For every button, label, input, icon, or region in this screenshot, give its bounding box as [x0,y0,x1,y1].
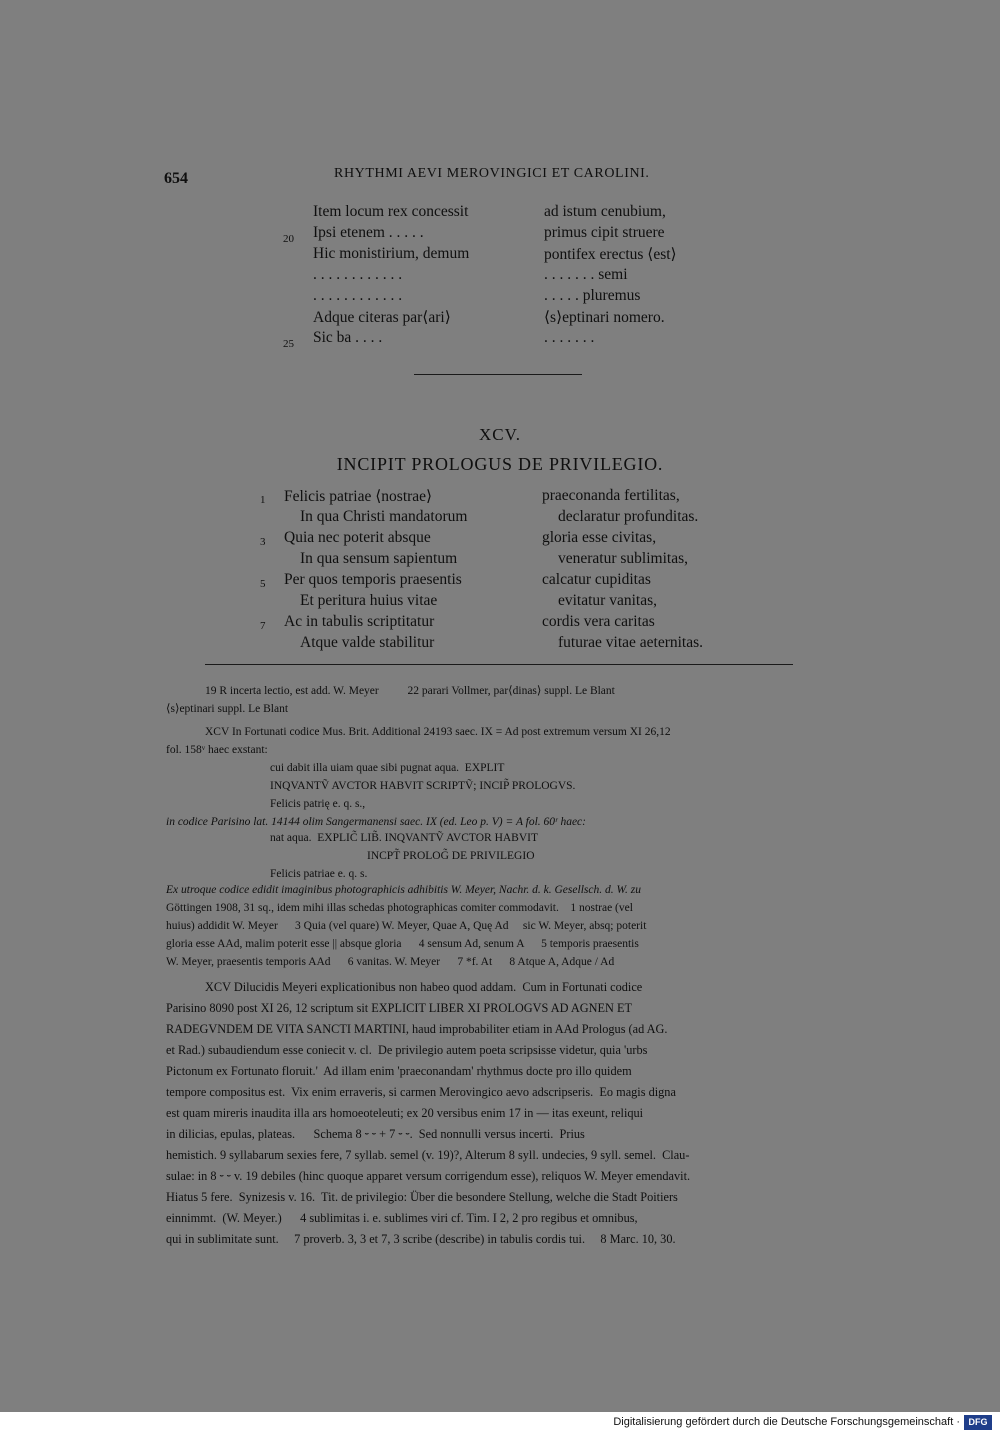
verse-left: Hic monistirium, demum [313,245,470,262]
apparatus-line: XCV In Fortunati codice Mus. Brit. Additional 24193 saec. IX = Ad post extremum versum XI 26,12 [205,726,671,738]
apparatus-line: Ex utroque codice edidit imaginibus photographicis adhibitis W. Meyer, Nachr. d. k. Gesellsch. d. W. zu [166,884,641,896]
verse-right: praeconanda fertilitas, [542,487,680,504]
verse-left: Item locum rex concessit [313,203,469,220]
apparatus-line: INQVANTṼ AVCTOR HABVIT SCRIPTṼ; INCIP̃ PROLOGVS. [270,780,576,792]
apparatus-line: Göttingen 1908, 31 sq., idem mihi illas schedas photographicas comiter commodavit. 1 nostrae (vel [166,902,633,914]
verse-right: evitatur vanitas, [558,592,657,609]
apparatus-line: 19 R incerta lectio, est add. W. Meyer 22 parari Vollmer, par⟨dinas⟩ suppl. Le Blant [205,685,615,697]
verse-left: Felicis patriae ⟨nostrae⟩ [284,488,433,505]
footer-bar [0,1412,1000,1434]
commentary-line: Parisino 8090 post XI 26, 12 scriptum sit EXPLICIT LIBER XI PROLOGVS AD AGNEN ET [166,1001,633,1015]
footnote-divider [205,664,793,665]
page-header [164,164,844,188]
commentary-line: sulae: in 8 ⏑ ⏑ v. 19 debiles (hinc quoque apparet versum corrigendum esse), reliquos W. Meyer emendavit. [166,1169,691,1183]
line-number: 1 [260,494,266,506]
apparatus-line: Felicis patrię e. q. s., [270,798,366,810]
verse-right: ⟨s⟩eptinari nomero. [544,309,665,326]
verse-left: Ipsi etenem . . . . . [313,224,424,241]
commentary-line: einnimmt. (W. Meyer.) 4 sublimitas i. e. sublimes viri cf. Tim. I 2, 2 pro regibus et omnibus, [166,1211,638,1225]
section-number: XCV. [479,425,521,444]
commentary-line: in dilicias, epulas, plateas. Schema 8 ⏑ ⏑ + 7 ⏑ ⏑. Sed nonnulli versus incerti. Prius [166,1127,585,1141]
section-divider [414,374,582,375]
commentary-line: Pictonum ex Fortunato floruit.' Ad illam enim 'praeconandam' rhythmus docte pro illo quidem [166,1064,632,1078]
funding-credit: Digitalisierung gefördert durch die Deutsche Forschungsgemeinschaft · [613,1416,960,1428]
apparatus-line: INCPT̃ PROLOG̃ DE PRIVILEGIO [367,850,535,862]
verse-right: pontifex erectus ⟨est⟩ [544,246,677,263]
apparatus-line: nat aqua. EXPLIC̃ LIB̃. INQVANTṼ AVCTOR HABVIT [270,832,539,844]
verse-right: . . . . . . . [544,329,595,346]
commentary-line: tempore compositus est. Vix enim erraveris, si carmen Merovingico aevo adscripseris. Eo magis digna [166,1085,676,1099]
verse-right: veneratur sublimitas, [558,550,688,567]
line-number: 7 [260,620,266,632]
line-number: 20 [283,233,294,245]
apparatus-line: Felicis patriae e. q. s. [270,868,368,880]
commentary-line: RADEGVNDEM DE VITA SANCTI MARTINI, haud improbabiliter etiam in AAd Prologus (ad AG. [166,1022,668,1036]
verse-right: . . . . . pluremus [544,287,641,304]
apparatus-line: cui dabit illa uiam quae sibi pugnat aqua. EXPLIT [270,762,505,774]
verse-right: declaratur profunditas. [558,508,699,525]
line-number: 3 [260,536,266,548]
apparatus-line: huius) addidit W. Meyer 3 Quia (vel quare) W. Meyer, Quae A, Quę Ad sic W. Meyer, absq; poterit [166,920,647,932]
verse-right: calcatur cupiditas [542,571,651,588]
verse-left: Quia nec poterit absque [284,529,431,546]
apparatus-line: fol. 158ᵛ haec exstant: [166,744,268,756]
commentary-line: Hiatus 5 fere. Synizesis v. 16. Tit. de privilegio: Über die besondere Stellung, welche die Stadt Poitiers [166,1190,678,1204]
apparatus-line: in codice Parisino lat. 14144 olim Sangermanensi saec. IX (ed. Leo p. V) = A fol. 60ʳ haec: [166,816,586,828]
line-number: 5 [260,578,266,590]
commentary-line: et Rad.) subaudiendum esse coniecit v. cl. De privilegio autem poeta scripsisse videtur, quia 'urbs [166,1043,648,1057]
verse-right: ad istum cenubium, [544,203,666,220]
verse-left: Sic ba . . . . [313,329,383,346]
verse-right: gloria esse civitas, [542,529,657,546]
verse-left: In qua sensum sapientum [300,550,458,567]
line-number: 25 [283,338,294,350]
verse-left: Atque valde stabilitur [300,634,435,651]
verse-left: Et peritura huius vitae [300,592,438,609]
apparatus-line: W. Meyer, praesentis temporis AAd 6 vanitas. W. Meyer 7 *f. At 8 Atque A, Adque / Ad [166,956,615,968]
commentary-line: est quam mireris inaudita illa ars homoeoteleuti; ex 20 versibus enim 17 in — itas exeunt, reliqui [166,1106,644,1120]
verse-right: cordis vera caritas [542,613,655,630]
verse-left: In qua Christi mandatorum [300,508,468,525]
apparatus-line: ⟨s⟩eptinari suppl. Le Blant [166,703,289,715]
apparatus-line: gloria esse AAd, malim poterit esse || absque gloria 4 sensum Ad, senum A 5 temporis praesentis [166,938,639,950]
page-number: 654 [164,170,188,187]
verse-left: . . . . . . . . . . . . [313,287,403,304]
verse-left: . . . . . . . . . . . . [313,266,403,283]
commentary-line: XCV Dilucidis Meyeri explicationibus non habeo quod addam. Cum in Fortunati codice [205,980,643,994]
verse-left: Per quos temporis praesentis [284,571,462,588]
verse-right: futurae vitae aeternitas. [558,634,704,651]
verse-left: Ac in tabulis scriptitatur [284,613,435,630]
commentary-line: qui in sublimitate sunt. 7 proverb. 3, 3 et 7, 3 scribe (describe) in tabulis cordis tui. 8 Marc. 10, 30. [166,1232,676,1246]
verse-right: primus cipit struere [544,224,665,241]
commentary-line: hemistich. 9 syllabarum sexies fere, 7 syllab. semel (v. 19)?, Alterum 8 syll. undecies, 9 syll. semel. Clau- [166,1148,690,1162]
verse-left: Adque citeras par⟨ari⟩ [313,309,451,326]
verse-right: . . . . . . . semi [544,266,628,283]
section-title: INCIPIT PROLOGUS DE PRIVILEGIO. [336,454,664,474]
dfg-logo: DFG [964,1415,992,1430]
running-title: RHYTHMI AEVI MEROVINGICI ET CAROLINI. [334,166,650,181]
